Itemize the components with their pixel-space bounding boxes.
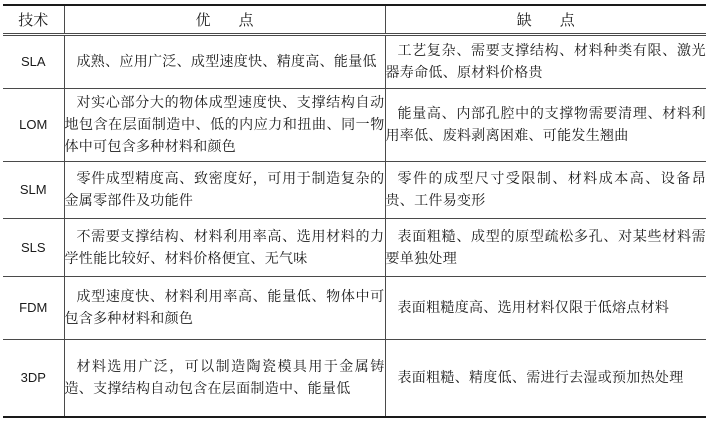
cons-cell: 工艺复杂、需要支撑结构、材料种类有限、激光器寿命低、原材料价格贵 bbox=[385, 35, 706, 89]
table-row bbox=[3, 89, 706, 162]
pros-cell: 材料选用广泛，可以制造陶瓷模具用于金属铸造、支撑结构自动包含在层面制造中、能量低 bbox=[64, 340, 385, 418]
tech-cell: 3DP bbox=[3, 340, 64, 418]
pros-cell: 不需要支撑结构、材料利用率高、选用材料的力学性能比较好、材料价格便宜、无气味 bbox=[64, 219, 385, 277]
table-row bbox=[3, 219, 706, 277]
comparison-table bbox=[3, 4, 706, 418]
tech-cell: SLS bbox=[3, 219, 64, 277]
header-cons: 缺点 bbox=[385, 5, 706, 35]
table-row bbox=[3, 35, 706, 89]
table-row bbox=[3, 277, 706, 340]
pros-cell: 成熟、应用广泛、成型速度快、精度高、能量低 bbox=[64, 35, 385, 89]
cons-cell: 表面粗糙度高、选用材料仅限于低熔点材料 bbox=[385, 277, 706, 340]
pros-cell: 对实心部分大的物体成型速度快、支撑结构自动地包含在层面制造中、低的内应力和扭曲、同一物体中可包含多种材料和颜色 bbox=[64, 89, 385, 162]
table-row bbox=[3, 340, 706, 418]
cons-cell: 能量高、内部孔腔中的支撑物需要清理、材料利用率低、废料剥离困难、可能发生翘曲 bbox=[385, 89, 706, 162]
pros-cell: 零件成型精度高、致密度好，可用于制造复杂的金属零部件及功能件 bbox=[64, 162, 385, 219]
tech-cell: SLA bbox=[3, 35, 64, 89]
cons-cell: 表面粗糙、精度低、需进行去湿或预加热处理 bbox=[385, 340, 706, 418]
header-pros: 优点 bbox=[64, 5, 385, 35]
header-tech: 技术 bbox=[3, 5, 64, 35]
pros-cell: 成型速度快、材料利用率高、能量低、物体中可包含多种材料和颜色 bbox=[64, 277, 385, 340]
cons-cell: 零件的成型尺寸受限制、材料成本高、设备昂贵、工件易变形 bbox=[385, 162, 706, 219]
tech-cell: LOM bbox=[3, 89, 64, 162]
tech-cell: FDM bbox=[3, 277, 64, 340]
tech-cell: SLM bbox=[3, 162, 64, 219]
cons-cell: 表面粗糙、成型的原型疏松多孔、对某些材料需要单独处理 bbox=[385, 219, 706, 277]
table-row bbox=[3, 162, 706, 219]
table-header-row bbox=[3, 5, 706, 35]
